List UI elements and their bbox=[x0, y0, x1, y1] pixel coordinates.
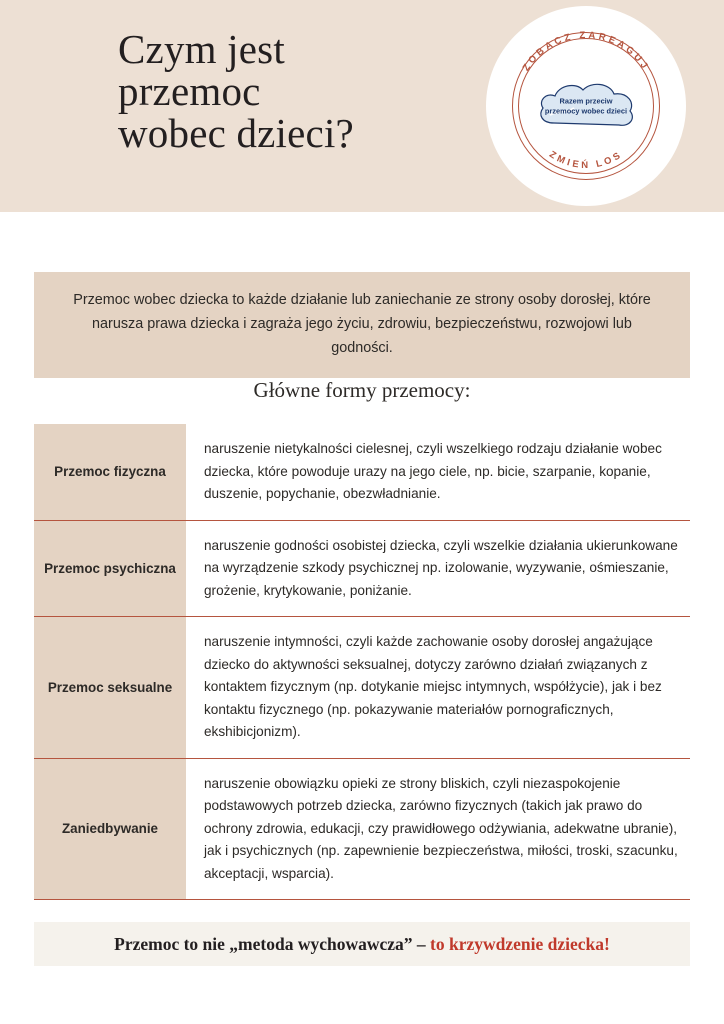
footer-text-plain: Przemoc to nie „metoda wychowawcza” – bbox=[114, 933, 431, 954]
logo bbox=[486, 6, 686, 206]
row-description: naruszenie godności osobistej dziecka, czyli wszelkie działania ukierunkowane na wyrządzenie szkody psychicznej np. izolowanie, wyzywanie, ośmieszanie, grożenie, krytykowanie, poniżanie. bbox=[204, 537, 678, 598]
footer-banner bbox=[34, 922, 690, 966]
footer-text-accent: to krzywdzenie dziecka! bbox=[430, 933, 610, 954]
section-subtitle: Główne formy przemocy: bbox=[253, 378, 471, 402]
page-title-line-3: wobec dzieci? bbox=[118, 110, 354, 156]
logo-arc-top-text: ZOBACZ ZAREAGUJ bbox=[520, 29, 652, 74]
page-title-line-1: Czym jest bbox=[118, 26, 285, 72]
logo-arc-text bbox=[486, 6, 686, 206]
logo-center-line-2: przemocy wobec dzieci bbox=[544, 106, 628, 115]
table-row bbox=[34, 424, 690, 521]
table-row bbox=[34, 759, 690, 901]
intro-definition-box: Przemoc wobec dziecka to każde działanie lub zaniechanie ze strony osoby dorosłej, które narusza prawa dziecka i zagraża jego życiu, zdrowiu, bezpieczeństwu, rozwojowi lub godności. bbox=[34, 272, 690, 378]
forms-of-violence-table bbox=[34, 424, 690, 900]
logo-center-line-1: Razem przeciw bbox=[559, 96, 613, 106]
table-row bbox=[34, 521, 690, 618]
row-label: Zaniedbywanie bbox=[34, 759, 186, 900]
row-description: naruszenie obowiązku opieki ze strony bliskich, czyli niezaspokojenie podstawowych potrzeb dziecka, zarówno fizycznych (takich jak prawo do ochrony zdrowia, edukacji, czy prawidłowego odżywiania, adekwatne ubranie), jak i psychicznych (np. zapewnienie bezpieczeństwa, miłości, troski, szacunku, akceptacji, wsparcia). bbox=[204, 775, 678, 881]
header-banner bbox=[0, 0, 724, 212]
row-description: naruszenie nietykalności cielesnej, czyli wszelkiego rodzaju działanie wobec dziecka, które powoduje urazy na jego ciele, np. bicie, szarpanie, kopanie, duszenie, popychanie, obezwładnianie. bbox=[204, 441, 662, 501]
row-label: Przemoc seksualne bbox=[34, 617, 186, 758]
logo-arc-bottom-text: ZMIEŃ LOS bbox=[547, 148, 625, 171]
row-label: Przemoc fizyczna bbox=[34, 424, 186, 520]
page-title-line-2: przemoc bbox=[118, 68, 261, 114]
page-title bbox=[118, 28, 458, 154]
row-description: naruszenie intymności, czyli każde zachowanie osoby dorosłej angażujące dziecko do aktywności seksualnej, dotyczy zarówno działań związanych z kontaktem fizycznym (np. dotykanie miejsc intymnych, współżycie), jak i bez kontaktu fizycznego (np. pokazywanie materiałów pornograficznych, ekshibicjonizm). bbox=[204, 634, 662, 739]
table-row bbox=[34, 617, 690, 759]
row-label: Przemoc psychiczna bbox=[34, 521, 186, 617]
